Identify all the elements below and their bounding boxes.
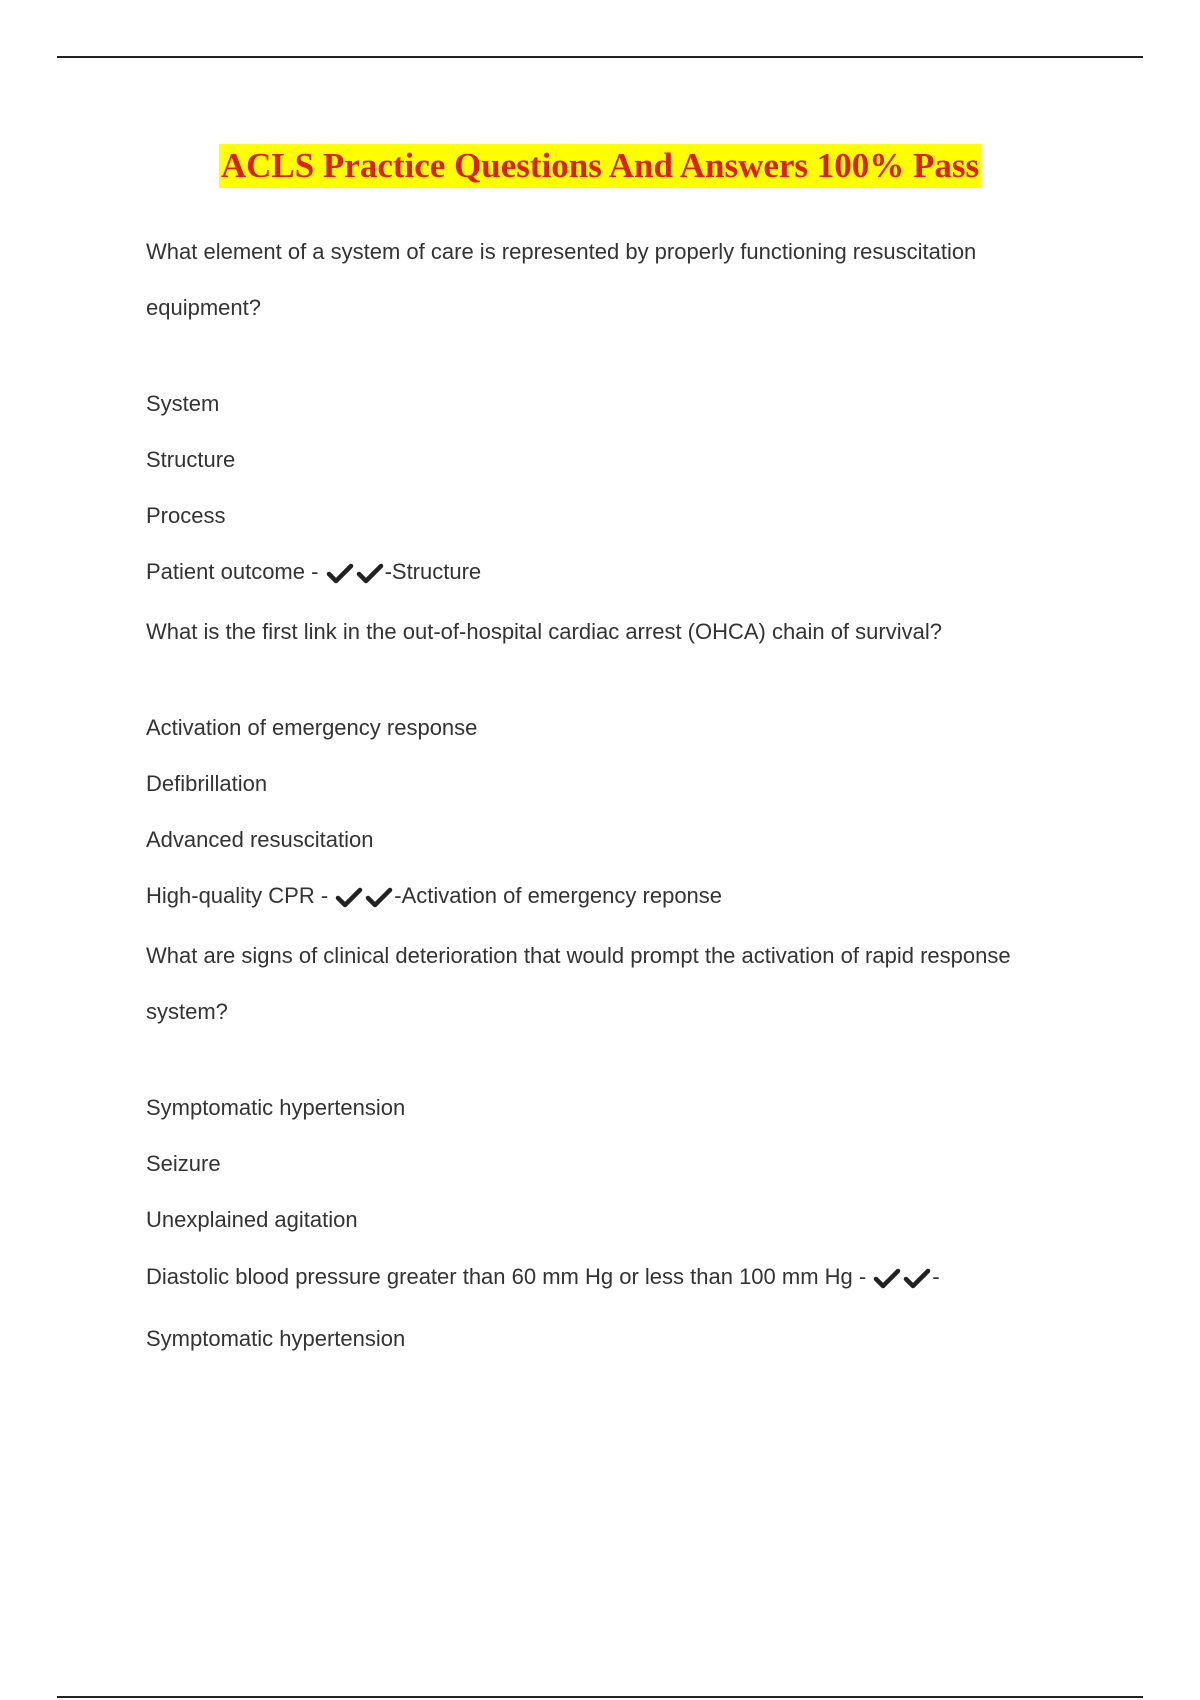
option-2-1: Activation of emergency response xyxy=(146,715,478,740)
check-mark-icon xyxy=(356,561,384,585)
question-spacer xyxy=(146,660,1076,712)
option-2-2: Defibrillation xyxy=(146,771,268,796)
option-1-2: Structure xyxy=(146,447,236,472)
title-container xyxy=(0,144,1200,188)
check-mark-icon xyxy=(873,1266,901,1290)
answer-3: - xyxy=(932,1264,940,1289)
option-2-4: High-quality CPR - xyxy=(146,883,329,908)
option-3-4: Diastolic blood pressure greater than 60 mm Hg or less than 100 mm Hg - xyxy=(146,1264,867,1289)
check-mark-icon xyxy=(365,885,393,909)
answer-3-continued: Symptomatic hypertension xyxy=(146,1326,406,1351)
check-mark-icon xyxy=(326,561,354,585)
option-2-3: Advanced resuscitation xyxy=(146,827,374,852)
question-spacer xyxy=(146,336,1076,388)
option-3-2: Seizure xyxy=(146,1151,221,1176)
option-3-1: Symptomatic hypertension xyxy=(146,1095,406,1120)
option-1-4: Patient outcome - xyxy=(146,559,319,584)
question-1: What element of a system of care is represented by properly functioning resuscitation equipment? xyxy=(146,239,977,320)
option-1-1: System xyxy=(146,391,220,416)
question-2: What is the first link in the out-of-hospital cardiac arrest (OHCA) chain of survival? xyxy=(146,619,942,644)
question-spacer xyxy=(146,1040,1076,1092)
question-3: What are signs of clinical deterioration that would prompt the activation of rapid response system? xyxy=(146,943,1011,1024)
header-rule xyxy=(57,56,1143,58)
answer-2: -Activation of emergency reponse xyxy=(394,883,723,908)
option-3-3: Unexplained agitation xyxy=(146,1207,358,1232)
check-mark-icon xyxy=(335,885,363,909)
document-body xyxy=(146,236,1076,1370)
check-mark-icon xyxy=(903,1266,931,1290)
footer-rule xyxy=(57,1696,1143,1698)
page-title: ACLS Practice Questions And Answers 100% Pass xyxy=(219,144,981,188)
answer-line-3 xyxy=(146,1246,1076,1370)
option-1-3: Process xyxy=(146,503,226,528)
answer-1: -Structure xyxy=(384,559,482,584)
